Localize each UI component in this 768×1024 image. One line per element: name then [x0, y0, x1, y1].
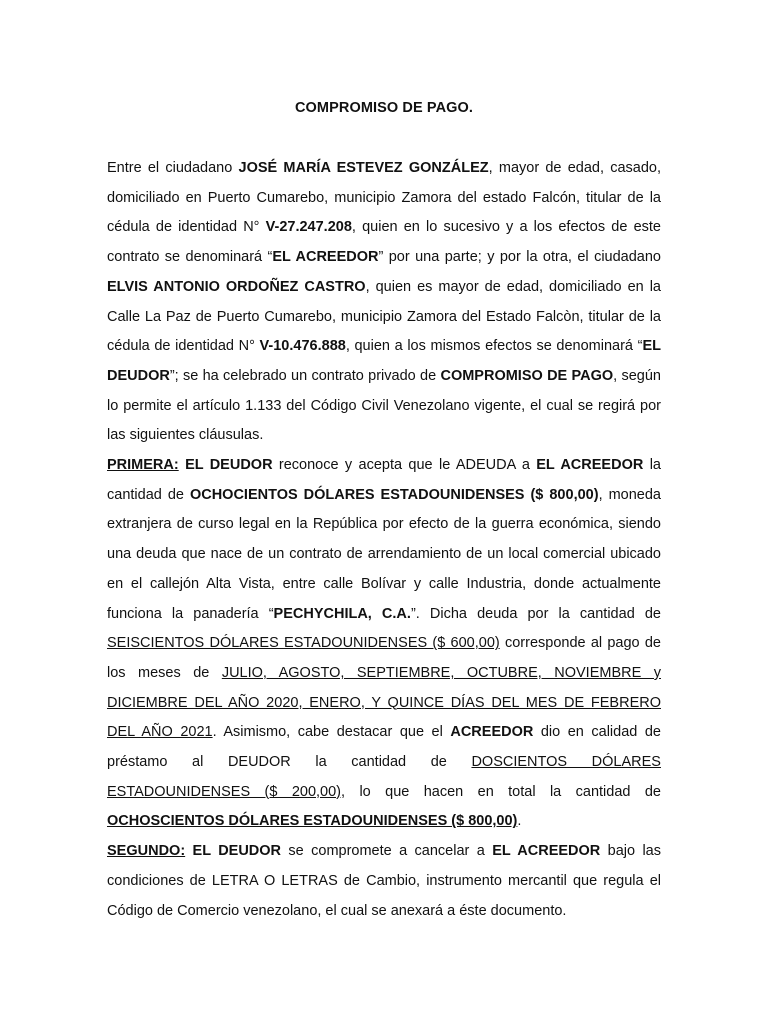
- emphasized-text: SEISCIENTOS DÓLARES ESTADOUNIDENSES ($ 600,00): [107, 635, 500, 652]
- document-body: [107, 154, 661, 926]
- emphasized-text: EL DEUDOR: [185, 457, 273, 474]
- text-run: ”; se ha celebrado un contrato privado de: [169, 367, 441, 384]
- text-run: , quien en lo sucesivo y a los efectos de este contrato se denominará “: [107, 219, 661, 266]
- text-run: , lo que hacen en total la cantidad de: [341, 783, 661, 800]
- emphasized-text: EL ACREEDOR: [536, 457, 644, 474]
- text-run: , según lo permite el artículo 1.133 del Código Civil Venezolano vigente, el cual se regirá por las siguientes cláusulas.: [107, 367, 661, 444]
- text-run: , quien a los mismos efectos se denominará “: [345, 338, 643, 355]
- document-title: COMPROMISO DE PAGO.: [294, 100, 474, 116]
- emphasized-text: OCHOCIENTOS DÓLARES ESTADOUNIDENSES ($ 800,00): [189, 486, 599, 503]
- emphasized-text: PRIMERA:: [107, 457, 179, 474]
- text-run: Entre el ciudadano: [107, 160, 239, 176]
- emphasized-text: JOSÉ MARÍA ESTEVEZ GONZÁLEZ: [238, 160, 489, 176]
- emphasized-text: ACREEDOR: [450, 724, 534, 741]
- emphasized-text: COMPROMISO DE PAGO: [440, 367, 614, 384]
- emphasized-text: EL DEUDOR: [192, 843, 282, 860]
- text-run: .: [517, 813, 522, 830]
- emphasized-text: PECHYCHILA, C.A.: [273, 605, 411, 622]
- emphasized-text: DOSCIENTOS DÓLARES ESTADOUNIDENSES ($ 200,00): [107, 754, 661, 800]
- emphasized-text: V-10.476.888: [259, 338, 346, 355]
- text-run: , moneda extranjera de curso legal en la República por efecto de la guerra económica, siendo una deuda que nace de un contrato de arrendamiento de un local comercial ubicado en el callejón Alta Vista, entre calle Bolívar y calle Industria, donde actualmente funciona la panadería “: [107, 486, 661, 622]
- emphasized-text: EL DEUDOR: [107, 338, 661, 384]
- text-run: se compromete a cancelar a: [281, 843, 493, 860]
- text-run: [185, 843, 192, 859]
- text-run: , mayor de edad, casado, domiciliado en Puerto Cumarebo, municipio Zamora del estado Falcón, titular de la cédula de identidad N°: [107, 160, 661, 236]
- text-run: . Asimismo, cabe destacar que el: [212, 724, 451, 741]
- emphasized-text: JULIO, AGOSTO, SEPTIEMBRE, OCTUBRE, NOVIEMBRE y DICIEMBRE DEL AÑO 2020, ENERO, Y QUINCE DÍAS DEL MES DE FEBRERO DEL AÑO 2021: [107, 664, 661, 741]
- clause-primera: [107, 451, 661, 837]
- emphasized-text: OCHOSCIENTOS DÓLARES ESTADOUNIDENSES ($ 800,00): [107, 813, 518, 830]
- text-run: corresponde al pago de los meses de: [107, 635, 661, 681]
- text-run: dio en calidad de préstamo al DEUDOR la cantidad de: [107, 724, 661, 771]
- text-run: la cantidad de: [107, 457, 661, 503]
- clause-segundo: [107, 837, 661, 926]
- paragraph-intro: [107, 154, 661, 451]
- emphasized-text: V-27.247.208: [265, 219, 352, 236]
- text-run: ”. Dicha deuda por la cantidad de: [410, 605, 661, 622]
- emphasized-text: SEGUNDO:: [107, 843, 186, 860]
- emphasized-text: EL ACREEDOR: [492, 843, 601, 860]
- text-run: bajo las condiciones de LETRA O LETRAS de Cambio, instrumento mercantil que regula el Código de Comercio venezolano, el cual se anexará a éste documento.: [107, 843, 661, 919]
- text-run: ” por una parte; y por la otra, el ciudadano: [378, 249, 661, 266]
- emphasized-text: EL ACREEDOR: [272, 249, 379, 266]
- emphasized-text: ELVIS ANTONIO ORDOÑEZ CASTRO: [107, 278, 366, 295]
- text-run: reconoce y acepta que le ADEUDA a: [272, 457, 537, 474]
- text-run: , quien es mayor de edad, domiciliado en la Calle La Paz de Puerto Cumarebo, municipio Zamora del Estado Falcòn, titular de la cédula de identidad N°: [107, 278, 661, 355]
